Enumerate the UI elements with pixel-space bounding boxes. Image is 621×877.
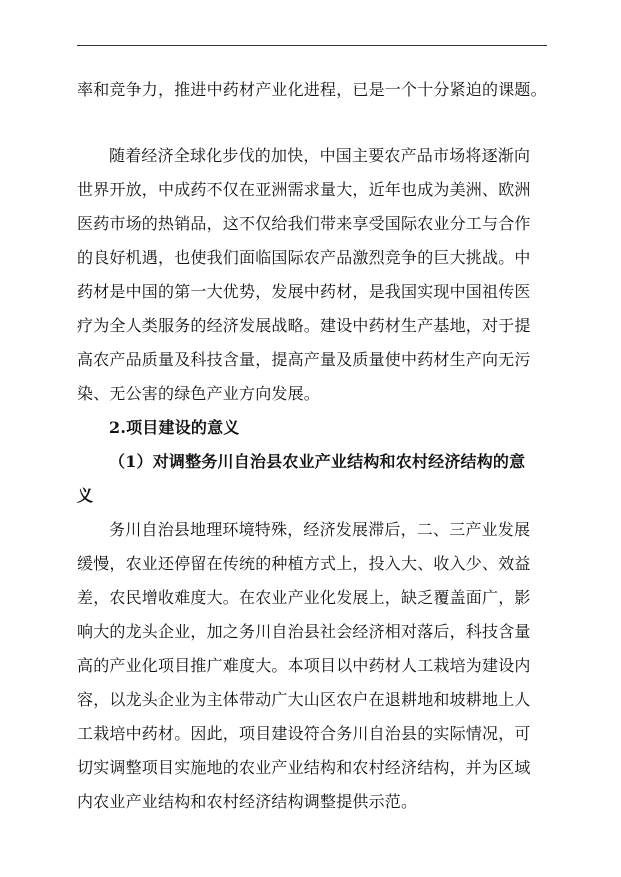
text-line-fragment: 率和竞争力，推进中药材产业化进程，已是一个十分紧迫的课题。 <box>77 80 547 99</box>
paragraph-2-line: 务川自治县地理环境特殊，经济发展滞后，二、三产业发展 <box>109 520 531 539</box>
paragraph-1-line: 世界开放，中成药不仅在亚洲需求量大，近年也成为美洲、欧洲 <box>77 180 531 199</box>
subsection-heading-line: （1）对调整务川自治县农业产业结构和农村经济结构的意 <box>109 452 526 471</box>
paragraph-2-line: 缓慢，农业还停留在传统的种植方式上，投入大、收入少、效益 <box>77 554 531 573</box>
paragraph-2-line: 内农业产业结构和农村经济结构调整提供示范。 <box>77 792 418 811</box>
paragraph-2-line: 响大的龙头企业，加之务川自治县社会经济相对落后，科技含量 <box>77 622 531 641</box>
paragraph-1-line: 疗为全人类服务的经济发展战略。建设中药材生产基地，对于提 <box>77 316 531 335</box>
subsection-heading-line: 义 <box>77 486 94 505</box>
paragraph-2-line: 切实调整项目实施地的农业产业结构和农村经济结构，并为区域 <box>77 758 531 777</box>
paragraph-1-line: 医药市场的热销品，这不仅给我们带来享受国际农业分工与合作 <box>77 214 531 233</box>
paragraph-2-line: 容，以龙头企业为主体带动广大山区农户在退耕地和坡耕地上人 <box>77 690 531 709</box>
paragraph-2-line: 工栽培中药材。因此，项目建设符合务川自治县的实际情况，可 <box>77 724 531 743</box>
paragraph-1-line: 染、无公害的绿色产业方向发展。 <box>77 384 321 403</box>
paragraph-1-line: 药材是中国的第一大优势，发展中药材，是我国实现中国祖传医 <box>77 282 531 301</box>
header-rule <box>77 45 547 46</box>
paragraph-1-line: 的良好机遇，也使我们面临国际农产品激烈竞争的巨大挑战。中 <box>77 248 531 267</box>
paragraph-1-line: 高农产品质量及科技含量，提高产量及质量使中药材生产向无污 <box>77 350 531 369</box>
paragraph-2-line: 高的产业化项目推广难度大。本项目以中药材人工栽培为建设内 <box>77 656 531 675</box>
paragraph-1-line: 随着经济全球化步伐的加快，中国主要农产品市场将逐渐向 <box>109 146 531 165</box>
paragraph-2-line: 差，农民增收难度大。在农业产业化发展上，缺乏覆盖面广，影 <box>77 588 531 607</box>
section-heading: 2.项目建设的意义 <box>109 418 240 437</box>
